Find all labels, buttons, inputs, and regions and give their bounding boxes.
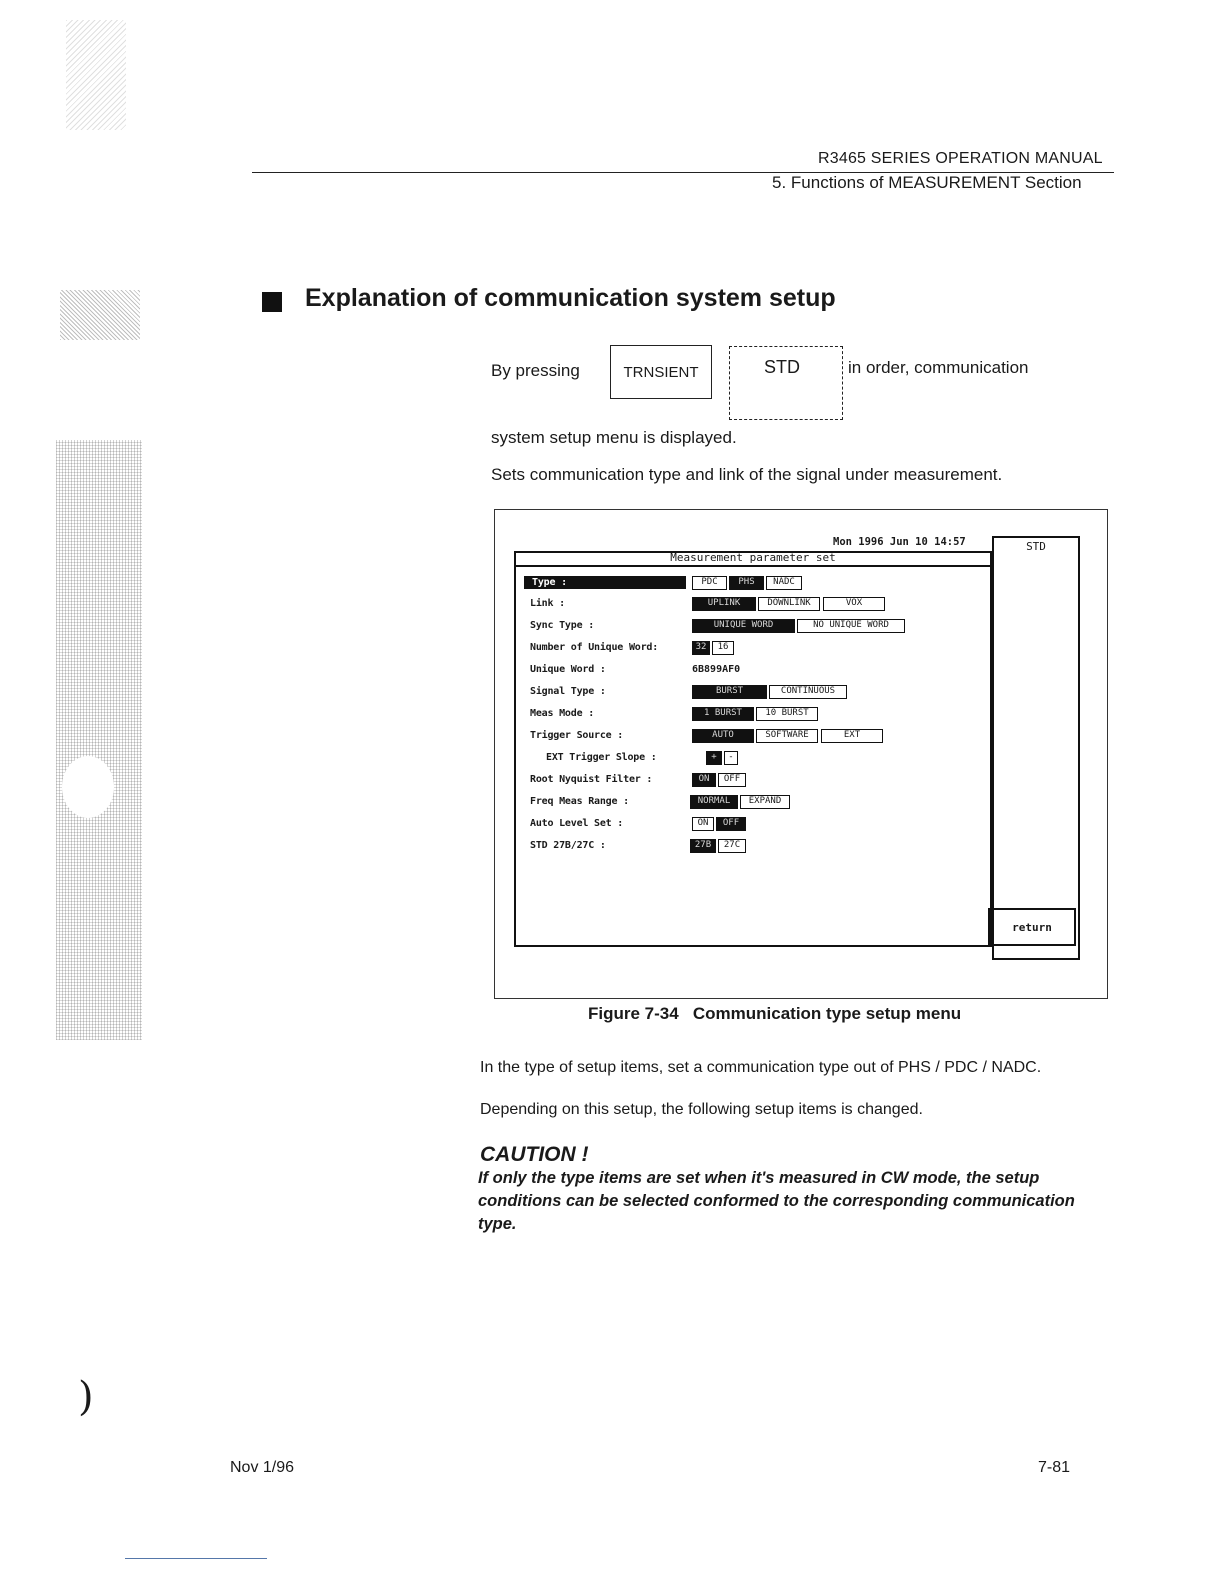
return-softkey[interactable]: return [988, 908, 1076, 946]
trnsient-key: TRNSIENT [610, 345, 712, 399]
figure-caption: Figure 7-34 Communication type setup menu [588, 1004, 962, 1023]
link-downlink-option[interactable]: DOWNLINK [758, 597, 820, 611]
intro-by-pressing: By pressing [491, 361, 580, 380]
section-title: Explanation of communication system setup [305, 284, 836, 312]
row-label-std-27b-27c: STD 27B/27C : [530, 840, 606, 851]
row-label-unique-word: Unique Word : [530, 664, 606, 675]
body-paragraph-2: Depending on this setup, the following setup items is changed. [480, 1101, 923, 1118]
auto-level-off-option[interactable]: OFF [716, 817, 746, 831]
row-label-freq-meas-range: Freq Meas Range : [530, 796, 629, 807]
type-nadc-option[interactable]: NADC [766, 576, 802, 590]
square-bullet-icon [262, 292, 282, 312]
body-paragraph-1: In the type of setup items, set a communication type out of PHS / PDC / NADC. [480, 1059, 1042, 1076]
screen-datetime: Mon 1996 Jun 10 14:57 [833, 536, 966, 548]
link-vox-option[interactable]: VOX [823, 597, 885, 611]
std-27b-option[interactable]: 27B [690, 839, 716, 853]
std-27c-option[interactable]: 27C [718, 839, 746, 853]
type-phs-option[interactable]: PHS [729, 576, 764, 590]
manual-title: R3465 SERIES OPERATION MANUAL [818, 150, 1103, 167]
signal-continuous-option[interactable]: CONTINUOUS [769, 685, 847, 699]
scan-artifact [66, 20, 126, 130]
slope-minus-option[interactable]: - [724, 751, 738, 765]
row-label-trigger-source: Trigger Source : [530, 730, 624, 741]
meas-1-burst-option[interactable]: 1 BURST [692, 707, 754, 721]
margin-mark: ) [78, 1374, 94, 1420]
row-label-meas-mode: Meas Mode : [530, 708, 595, 719]
intro-in-order: in order, communication [848, 358, 1029, 377]
freq-expand-option[interactable]: EXPAND [740, 795, 790, 809]
nyquist-on-option[interactable]: ON [692, 773, 716, 787]
unique-word-16-option[interactable]: 16 [712, 641, 734, 655]
screen-title: Measurement parameter set [514, 551, 992, 567]
caution-heading: CAUTION ! [480, 1143, 589, 1166]
freq-normal-option[interactable]: NORMAL [690, 795, 738, 809]
row-label-auto-level-set: Auto Level Set : [530, 818, 624, 829]
scan-artifact [56, 440, 142, 1040]
row-label-num-unique-word: Number of Unique Word: [530, 642, 659, 653]
bottom-rule [125, 1558, 267, 1559]
row-label-signal-type: Signal Type : [530, 686, 606, 697]
section-name: 5. Functions of MEASUREMENT Section [772, 173, 1082, 192]
link-uplink-option[interactable]: UPLINK [692, 597, 756, 611]
nyquist-off-option[interactable]: OFF [718, 773, 746, 787]
row-label-type: Type : [532, 577, 567, 588]
meas-10-burst-option[interactable]: 10 BURST [756, 707, 818, 721]
softkey-panel-label: STD [1026, 540, 1046, 553]
row-label-root-nyquist-filter: Root Nyquist Filter : [530, 774, 653, 785]
intro-line2: system setup menu is displayed. [491, 428, 737, 447]
row-label-sync-type: Sync Type : [530, 620, 595, 631]
signal-burst-option[interactable]: BURST [692, 685, 767, 699]
sync-no-unique-word-option[interactable]: NO UNIQUE WORD [797, 619, 905, 633]
unique-word-value: 6B899AF0 [692, 664, 741, 675]
footer-date: Nov 1/96 [230, 1459, 295, 1476]
row-label-link: Link : [530, 598, 565, 609]
softkey-panel [992, 536, 1080, 960]
sync-unique-word-option[interactable]: UNIQUE WORD [692, 619, 795, 633]
page-number: 7-81 [1038, 1459, 1071, 1476]
binding-hole [62, 756, 114, 818]
std-softkey-label: STD [764, 357, 800, 377]
trigger-software-option[interactable]: SOFTWARE [756, 729, 818, 743]
unique-word-32-option[interactable]: 32 [692, 641, 710, 655]
caution-text: If only the type items are set when it's measured in CW mode, the setup conditions can be selected conformed to the corresponding communication type. [478, 1169, 1075, 1233]
row-label-ext-trigger-slope: EXT Trigger Slope : [546, 752, 657, 763]
slope-plus-option[interactable]: + [706, 751, 722, 765]
type-pdc-option[interactable]: PDC [692, 576, 727, 590]
scan-artifact [60, 290, 140, 340]
intro-line3: Sets communication type and link of the signal under measurement. [491, 465, 1003, 484]
auto-level-on-option[interactable]: ON [692, 817, 714, 831]
trigger-auto-option[interactable]: AUTO [692, 729, 754, 743]
trigger-ext-option[interactable]: EXT [821, 729, 883, 743]
